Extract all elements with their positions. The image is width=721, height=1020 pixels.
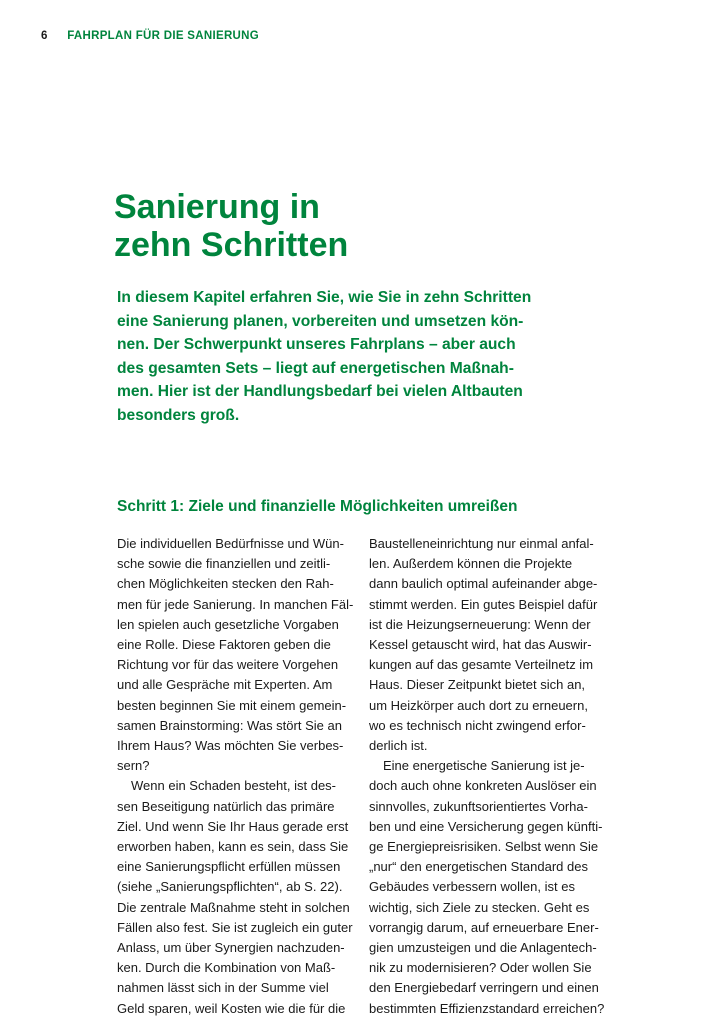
chapter-title-line: zehn Schritten [114, 226, 349, 264]
step-heading: Schritt 1: Ziele und finanzielle Möglichkeiten umreißen [117, 498, 518, 515]
body-line: sen Beseitigung natürlich das primäre [117, 798, 335, 814]
body-line: ge Energiepreisrisiken. Selbst wenn Sie [369, 839, 599, 855]
intro-paragraph [117, 286, 567, 427]
intro-line: In diesem Kapitel erfahren Sie, wie Sie in zehn Schritten [117, 289, 532, 306]
body-line: stimmt werden. Ein gutes Beispiel dafür [369, 596, 598, 612]
body-line: nahmen lässt sich in der Summe viel [117, 980, 329, 996]
body-line: len. Außerdem können die Projekte [369, 556, 573, 572]
body-line: Wenn ein Schaden besteht, ist des- [131, 778, 336, 794]
chapter-title [114, 188, 614, 264]
body-line: ben und eine Versicherung gegen künfti- [369, 818, 603, 834]
body-line: wo es technisch nicht zwingend erfor- [369, 717, 586, 733]
body-line: sinnvolles, zukunftsorientiertes Vorha- [369, 798, 588, 814]
body-line: Ihrem Haus? Was möchten Sie verbes- [117, 738, 344, 754]
body-line: bestimmten Effizienzstandard erreichen? [369, 1000, 605, 1016]
body-line: ist die Heizungserneuerung: Wenn der [369, 616, 591, 632]
body-line: Die zentrale Maßnahme steht in solchen [117, 899, 350, 915]
intro-line: eine Sanierung planen, vorbereiten und umsetzen kön- [117, 312, 524, 330]
body-line: vorrangig darum, auf erneuerbare Ener- [369, 919, 599, 935]
body-line: „nur“ den energetischen Standard des [369, 859, 588, 875]
body-line: samen Brainstorming: Was stört Sie an [117, 717, 342, 733]
body-line: eine Rolle. Diese Faktoren geben die [117, 637, 331, 653]
chapter-title-line: Sanierung in [114, 188, 320, 226]
body-line: Kessel getauscht wird, hat das Auswir- [369, 637, 592, 653]
body-line: gien umzusteigen und die Anlagentech- [369, 940, 597, 956]
body-line: Die individuellen Bedürfnisse und Wün- [117, 536, 344, 551]
body-line: erworben haben, kann es sein, dass Sie [117, 839, 349, 855]
body-line: Anlass, um über Synergien nachzuden- [117, 940, 345, 956]
body-column-left [117, 534, 354, 1019]
body-line: sche sowie die finanziellen und zeitli- [117, 556, 331, 572]
body-line: doch auch ohne konkreten Auslöser ein [369, 778, 597, 794]
intro-line: nen. Der Schwerpunkt unseres Fahrplans – aber auch [117, 336, 516, 353]
intro-line: besonders groß. [117, 406, 240, 424]
body-line: Geld sparen, weil Kosten wie die für die [117, 1000, 346, 1016]
body-line: ken. Durch die Kombination von Maß- [117, 960, 336, 976]
body-line: kungen auf das gesamte Verteilnetz im [369, 657, 594, 673]
body-line: Gebäudes verbessern wollen, ist es [369, 879, 575, 895]
body-line: eine Sanierungspflicht erfüllen müssen [117, 859, 341, 875]
body-line: len spielen auch gesetzliche Vorgaben [117, 616, 339, 632]
body-line: den Energiebedarf verringern und einen [369, 980, 599, 996]
body-line: um Heizkörper auch dort zu erneuern, [369, 697, 588, 713]
body-column-right [369, 534, 605, 1019]
body-line: besten beginnen Sie mit einem gemein- [117, 697, 347, 713]
body-line: (siehe „Sanierungspflichten“, ab S. 22). [117, 879, 343, 895]
body-line: wichtig, sich Ziele zu stecken. Geht es [369, 899, 590, 915]
body-line: Haus. Dieser Zeitpunkt bietet sich an, [369, 677, 586, 693]
body-line: dann baulich optimal aufeinander abge- [369, 576, 598, 592]
body-line: Ziel. Und wenn Sie Ihr Haus gerade erst [117, 818, 349, 834]
body-line: und alle Gespräche mit Experten. Am [117, 677, 333, 693]
page-number: 6 [41, 30, 48, 42]
section-title: FAHRPLAN FÜR DIE SANIERUNG [67, 30, 260, 42]
intro-line: des gesamten Sets – liegt auf energetischen Maßnah- [117, 359, 514, 377]
body-line: Baustelleneinrichtung nur einmal anfal- [369, 536, 594, 551]
body-line: derlich ist. [369, 738, 428, 754]
body-line: Richtung vor für das weitere Vorgehen [117, 657, 339, 673]
body-line: men für jede Sanierung. In manchen Fäl- [117, 596, 354, 612]
body-line: sern? [117, 758, 150, 774]
intro-line: men. Hier ist der Handlungsbedarf bei vielen Altbauten [117, 383, 523, 400]
body-line: nik zu modernisieren? Oder wollen Sie [369, 960, 592, 976]
running-header [41, 30, 259, 42]
body-line: Fällen also fest. Sie ist zugleich ein guter [117, 919, 353, 935]
body-line: chen Möglichkeiten stecken den Rah- [117, 576, 334, 592]
body-line: Eine energetische Sanierung ist je- [383, 758, 585, 774]
